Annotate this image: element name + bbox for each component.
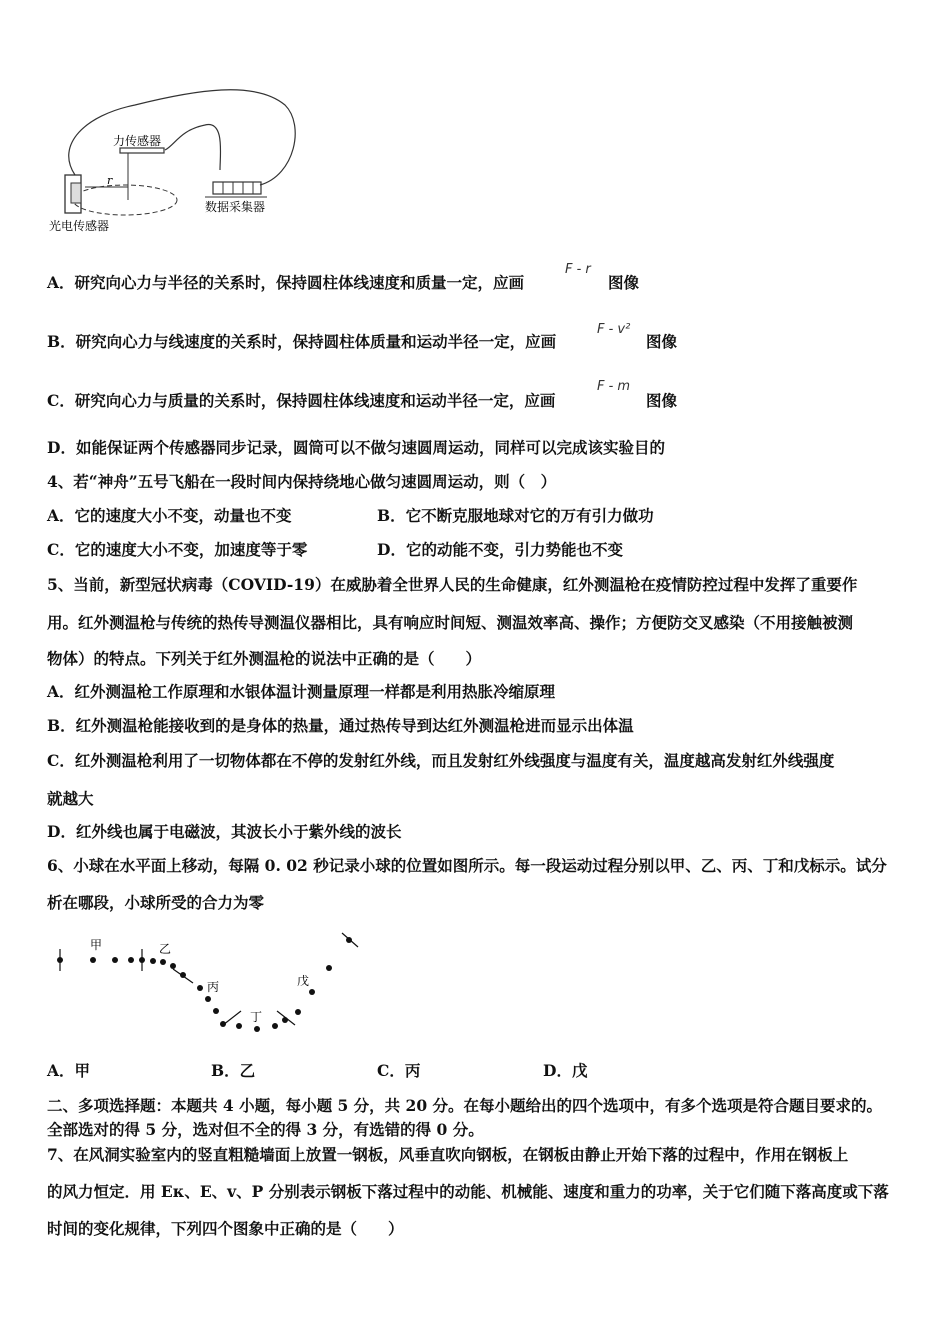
force-sensor-body (120, 148, 164, 153)
q6-stem-line1: 6、小球在水平面上移动，每隔 0. 02 秒记录小球的位置如图所示。每一段运动过程分别以甲、乙、丙、丁和戊标示。试分 (47, 856, 887, 875)
ball-position (112, 957, 118, 963)
force-sensor-label: 力传感器 (113, 134, 162, 148)
ball-position (236, 1023, 242, 1029)
q5-option-b: B．红外测温枪能接收到的是身体的热量，通过热传导到达红外测温枪进而显示出体温 (47, 716, 634, 735)
q5-option-c-line2: 就越大 (47, 789, 94, 808)
q5-option-d: D．红外线也属于电磁波，其波长小于紫外线的波长 (47, 822, 402, 841)
q3-option-b-formula: F - v² (597, 322, 631, 337)
ball-position (309, 989, 315, 995)
radius-label: r (107, 174, 113, 187)
q7-stem-line1: 7、在风洞实验室内的竖直粗糙墙面上放置一钢板，风垂直吹向钢板，在钢板由静止开始下落的过程中，作用在钢板上 (47, 1145, 849, 1164)
q6-option-d: D．戊 (543, 1061, 588, 1080)
q3-option-a-suffix: 图像 (608, 273, 640, 292)
q3-option-b-suffix: 图像 (646, 332, 678, 351)
segment-label-jia: 甲 (90, 938, 103, 952)
ball-position (180, 972, 186, 978)
q6-option-c: C．丙 (377, 1061, 421, 1080)
q5-option-a: A．红外测温枪工作原理和水银体温计测量原理一样都是利用热胀冷缩原理 (47, 682, 556, 701)
ball-position (282, 1017, 288, 1023)
q4-stem: 4、若“神舟”五号飞船在一段时间内保持绕地心做匀速圆周运动，则（ ） (47, 472, 557, 491)
segment-label-bing: 丙 (207, 980, 220, 994)
ball-position (139, 957, 145, 963)
ball-position (326, 965, 332, 971)
q4-option-a: A．它的速度大小不变，动量也不变 (47, 506, 292, 525)
q3-option-c: C．研究向心力与质量的关系时，保持圆柱体线速度和运动半径一定，应画 (47, 391, 556, 410)
q6-option-b: B．乙 (211, 1061, 256, 1080)
ball-position (128, 957, 134, 963)
q4-option-b: B．它不断克服地球对它的万有引力做功 (377, 506, 654, 525)
ball-position (160, 959, 166, 965)
apparatus-figure (45, 75, 305, 240)
q5-stem-line1: 5、当前，新型冠状病毒（COVID-19）在威胁着全世界人民的生命健康，红外测温枪在疫情防控过程中发挥了重要作 (47, 575, 858, 594)
ball-position (346, 937, 352, 943)
q6-stem-line2: 析在哪段，小球所受的合力为零 (47, 893, 265, 912)
q3-option-a: A．研究向心力与半径的关系时，保持圆柱体线速度和质量一定，应画 (47, 273, 525, 292)
ball-position (254, 1026, 260, 1032)
ball-position (213, 1008, 219, 1014)
circular-path (73, 185, 177, 215)
section2-heading-line2: 全部选对的得 5 分，选对但不全的得 3 分，有选错的得 0 分。 (47, 1120, 484, 1139)
q5-stem-line3: 物体）的特点。下列关于红外测温枪的说法中正确的是（ ） (47, 649, 482, 668)
data-collector-label: 数据采集器 (205, 200, 266, 214)
ball-position (197, 985, 203, 991)
ball-position (90, 957, 96, 963)
ball-position (295, 1009, 301, 1015)
q7-stem-line3: 时间的变化规律，下列四个图象中正确的是（ ） (47, 1219, 404, 1238)
q3-option-d: D．如能保证两个传感器同步记录，圆筒可以不做匀速圆周运动，同样可以完成该实验目的 (47, 438, 665, 457)
segment-label-wu: 戊 (297, 974, 310, 988)
ball-position (272, 1023, 278, 1029)
q3-option-c-suffix: 图像 (646, 391, 678, 410)
ball-position (220, 1021, 226, 1027)
q4-option-c: C．它的速度大小不变，加速度等于零 (47, 540, 308, 559)
ball-position (205, 996, 211, 1002)
segment-label-ding: 丁 (250, 1010, 263, 1024)
q3-option-b: B．研究向心力与线速度的关系时，保持圆柱体质量和运动半径一定，应画 (47, 332, 557, 351)
segment-label-yi: 乙 (159, 942, 172, 956)
q7-stem-line2: 的风力恒定．用 Eκ、E、v、P 分别表示钢板下落过程中的动能、机械能、速度和重力的功率，关于它们随下落高度或下落 (47, 1182, 889, 1201)
q6-option-a: A．甲 (47, 1061, 91, 1080)
q3-option-a-formula: F - r (565, 262, 591, 277)
q5-stem-line2: 用。红外测温枪与传统的热传导测温仪器相比，具有响应时间短、测温效率高、操作；方便防交叉感染（不用接触被测 (47, 613, 854, 632)
data-collector-body (213, 182, 261, 194)
q3-option-c-formula: F - m (597, 379, 631, 394)
ball-path-figure (45, 925, 375, 1045)
photo-sensor-label: 光电传感器 (49, 219, 110, 233)
q4-option-d: D．它的动能不变，引力势能也不变 (377, 540, 623, 559)
section2-heading-line1: 二、多项选择题：本题共 4 小题，每小题 5 分，共 20 分。在每小题给出的四个选项中，有多个选项是符合题目要求的。 (47, 1096, 883, 1115)
q5-option-c-line1: C．红外测温枪利用了一切物体都在不停的发射红外线，而且发射红外线强度与温度有关，温度越高发射红外线强度 (47, 751, 835, 770)
ball-position (150, 958, 156, 964)
ball-position (170, 963, 176, 969)
